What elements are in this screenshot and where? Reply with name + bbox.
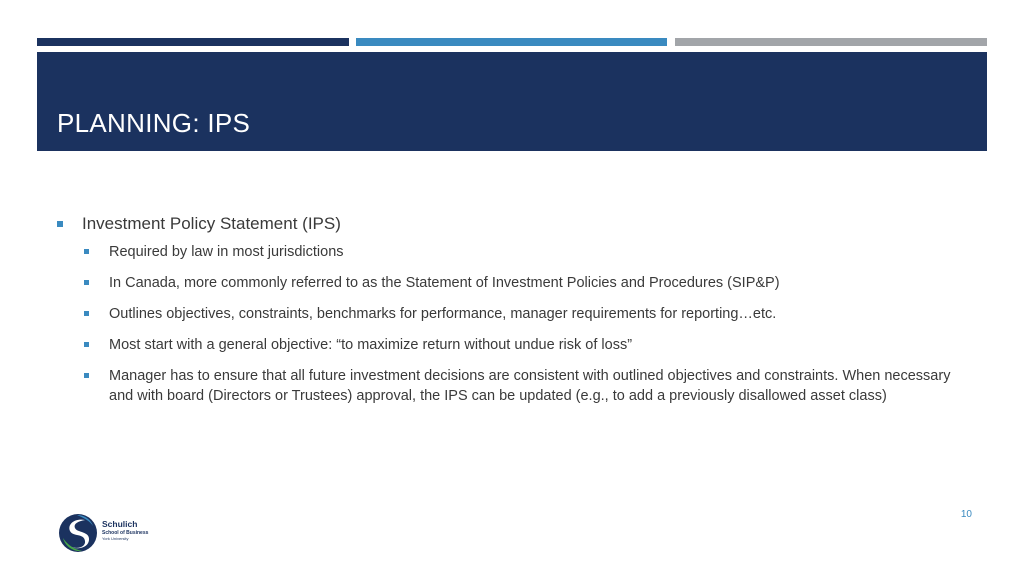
slide-title: PLANNING: IPS	[57, 108, 251, 138]
sub-bullet	[84, 304, 977, 324]
sub-bullet-text: In Canada, more commonly referred to as the Statement of Investment Policies and Procedures (SIP&P)	[109, 275, 780, 291]
title-band	[37, 52, 987, 151]
accent-bar-gray	[675, 38, 987, 46]
sub-bullet-text: Outlines objectives, constraints, benchmarks for performance, manager requirements for reporting…etc.	[109, 306, 777, 322]
square-bullet-icon	[84, 249, 89, 254]
sub-bullet-text: Most start with a general objective: “to maximize return without undue risk of loss”	[109, 337, 633, 353]
sub-bullet-list	[57, 242, 977, 406]
square-bullet-icon	[84, 280, 89, 285]
bullet-ips	[57, 213, 977, 235]
square-bullet-icon	[57, 221, 63, 227]
logo-school: School of Business	[102, 529, 149, 536]
page-number: 10	[960, 509, 972, 520]
sub-bullet-text: Manager has to ensure that all future investment decisions are consistent with outlined objectives and constraints. When necessary and with board (Directors or Trustees) approval, the IPS can be updated (e.g., to add a previously disallowed asset class)	[109, 368, 951, 404]
slide-content	[57, 213, 977, 417]
accent-bar-blue	[356, 38, 667, 46]
schulich-logo-icon	[57, 512, 99, 554]
sub-bullet	[84, 366, 977, 406]
logo-name: Schulich	[102, 519, 138, 529]
logo-university: York University	[102, 535, 129, 541]
schulich-logo	[57, 512, 167, 556]
square-bullet-icon	[84, 342, 89, 347]
sub-bullet	[84, 335, 977, 355]
sub-bullet	[84, 242, 977, 262]
sub-bullet-text: Required by law in most jurisdictions	[109, 244, 344, 260]
square-bullet-icon	[84, 373, 89, 378]
bullet-text: Investment Policy Statement (IPS)	[82, 214, 341, 233]
logo-wordmark	[102, 520, 148, 541]
accent-bar-navy	[37, 38, 349, 46]
sub-bullet	[84, 273, 977, 293]
square-bullet-icon	[84, 311, 89, 316]
